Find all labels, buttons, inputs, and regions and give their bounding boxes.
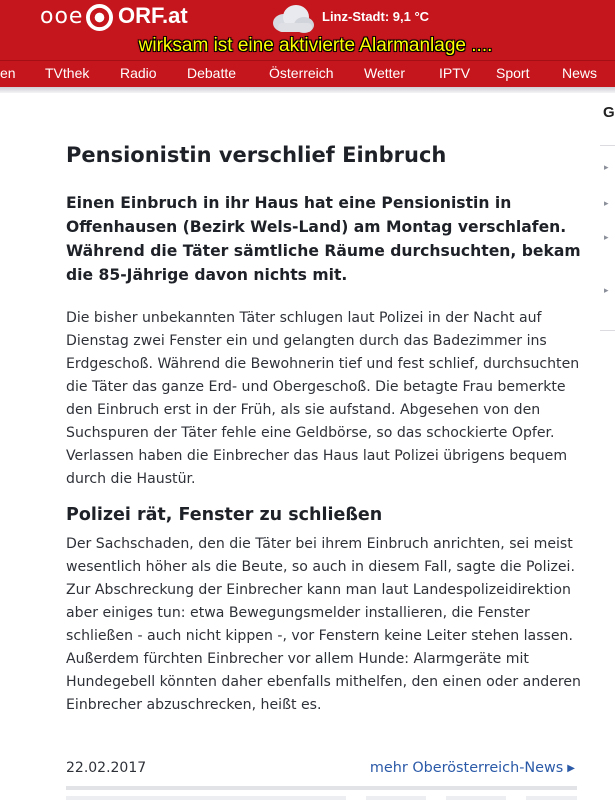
- teaser-placeholder: [66, 796, 346, 800]
- side-arrow-icon[interactable]: ▸: [604, 199, 609, 209]
- main-nav: [0, 60, 615, 87]
- article-headline: Pensionistin verschlief Einbruch: [66, 143, 447, 167]
- region-logo[interactable]: ooe: [40, 4, 84, 29]
- nav-item-radio[interactable]: Radio: [120, 65, 157, 81]
- nav-item-oesterreich[interactable]: Österreich: [269, 65, 334, 81]
- side-arrow-icon[interactable]: ▸: [604, 286, 609, 296]
- more-news-link[interactable]: [370, 758, 575, 779]
- nav-item-wetter[interactable]: Wetter: [364, 65, 405, 81]
- teaser-placeholder: [446, 796, 506, 800]
- divider: [66, 786, 577, 790]
- side-arrow-icon[interactable]: ▸: [604, 233, 609, 243]
- nav-item-iptv[interactable]: IPTV: [439, 65, 471, 81]
- teaser-placeholder: [366, 796, 426, 800]
- nav-item-sport[interactable]: Sport: [496, 65, 530, 81]
- orf-logo-icon[interactable]: [86, 4, 113, 31]
- more-news-label[interactable]: mehr Oberösterreich-News: [369, 760, 564, 776]
- side-divider: [600, 330, 615, 331]
- nav-item-debatte[interactable]: Debatte: [187, 65, 237, 81]
- brand-name[interactable]: ORF.at: [118, 3, 188, 28]
- teaser-strip: [66, 796, 577, 800]
- article-paragraph: Der Sachschaden, den die Täter bei ihrem Einbruch anrichten, sei meist wesentlich höher als die Beute, so auch in diesem Fall, sagte die Polizei. Zur Abschreckung der Einbrecher kann man laut Landespolizeidirektion aber einiges tun: etwa Bewegungsmelder installieren, die Fenster schließen - auch nicht kippen -, vor Fenstern keine Leiter stehen lassen. Außerdem fürchten Einbrecher vor allem Hunde: Alarmgeräte mit Hundegebell könnten daher ebenfalls mithelfen, den einen oder anderen Einbrecher abzuschrecken, heißt es.: [66, 536, 581, 713]
- article-subheading: Polizei rät, Fenster zu schließen: [66, 505, 383, 525]
- teaser-placeholder: [526, 796, 577, 800]
- article-date: 22.02.2017: [66, 760, 147, 776]
- nav-shadow: [0, 87, 615, 93]
- weather-readout[interactable]: Linz-Stadt: 9,1 °C: [322, 9, 430, 24]
- play-arrow-icon: ▶: [567, 763, 575, 774]
- nav-item-partial[interactable]: en: [0, 65, 16, 81]
- side-divider: [600, 145, 615, 146]
- nav-item-tvthek[interactable]: TVthek: [45, 65, 90, 81]
- header-bar: [0, 0, 615, 60]
- side-arrow-icon[interactable]: ▸: [604, 163, 609, 173]
- side-column-glyph: G: [603, 104, 615, 121]
- article-lead: Einen Einbruch in ihr Haus hat eine Pensionistin in Offenhausen (Bezirk Wels-Land) am Montag verschlafen. Während die Täter sämtliche Räume durchsuchten, bekam die 85-Jährige davon nichts mit.: [66, 194, 581, 284]
- video-caption: wirksam ist eine aktivierte Alarmanlage ....: [138, 35, 493, 56]
- cloud-icon: [268, 3, 316, 35]
- nav-item-news[interactable]: News: [562, 65, 598, 81]
- article-paragraph: Die bisher unbekannten Täter schlugen laut Polizei in der Nacht auf Dienstag zwei Fenster ein und gelangten durch das Badezimmer ins Erdgeschoß. Während die Bewohnerin tief und fest schlief, durchsuchten die Täter das ganze Erd- und Obergeschoß. Die betagte Frau bemerkte den Einbruch erst in der Früh, als sie aufstand. Abgesehen von den Suchspuren der Täter fehle eine Geldbörse, so das schockierte Opfer. Verlassen haben die Einbrecher das Haus laut Polizei übrigens bequem durch die Haustür.: [66, 310, 580, 487]
